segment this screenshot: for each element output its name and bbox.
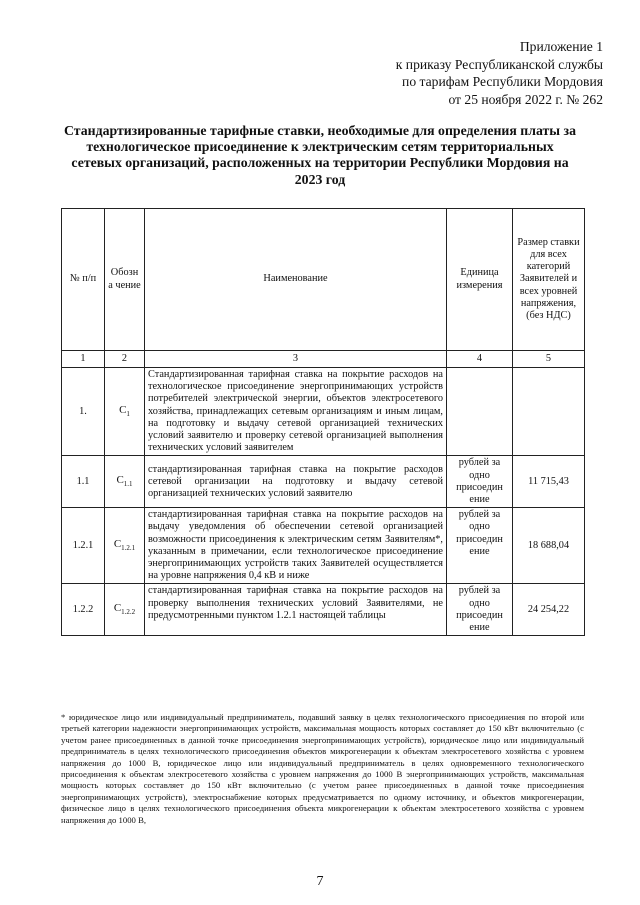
row-num: 1.2.1 — [62, 508, 105, 584]
table-row — [62, 508, 585, 584]
column-number: 5 — [513, 351, 585, 368]
row-unit — [447, 368, 513, 456]
row-name: стандартизированная тарифная ставка на покрытие расходов на проверку выполнения технических условий Заявителями, не предусмотренными пунктом 1.2.1 настоящей таблицы — [145, 584, 447, 636]
appendix-date-line: от 25 ноября 2022 г. № 262 — [448, 91, 603, 107]
header-unit: Единица измерения — [447, 209, 513, 351]
header-name: Наименование — [145, 209, 447, 351]
appendix-header — [303, 38, 603, 108]
appendix-title: Приложение 1 — [519, 39, 603, 54]
row-value: 18 688,04 — [513, 508, 585, 584]
row-code: $С_1$ — [105, 368, 145, 456]
appendix-order-line: к приказу Республиканской службы — [395, 56, 603, 72]
column-number: 3 — [145, 351, 447, 368]
row-unit: рублей за одно присоедин ение — [447, 584, 513, 636]
column-number: 4 — [447, 351, 513, 368]
row-name: стандартизированная тарифная ставка на покрытие расходов на выдачу уведомления об обеспечении сетевой организацией возможности присоединения к электрическим сетям Заявителям*, указанным в примечании, если технологическое присоединение энергопринимающих устройств таких Заявителей осуществляется на уровне напряжения 0,4 кВ и ниже — [145, 508, 447, 584]
row-num: 1.2.2 — [62, 584, 105, 636]
column-number: 2 — [105, 351, 145, 368]
row-value: 24 254,22 — [513, 584, 585, 636]
row-code: $С_{1.2.1}$ — [105, 508, 145, 584]
row-name: стандартизированная тарифная ставка на покрытие расходов сетевой организации на подготовку и выдачу сетевой организацией технических условий заявителю — [145, 456, 447, 508]
row-num: 1.1 — [62, 456, 105, 508]
row-unit: рублей за одно присоедин ение — [447, 456, 513, 508]
column-number: 1 — [62, 351, 105, 368]
header-rate: Размер ставки для всех категорий Заявителей и всех уровней напряжения, (без НДС) — [513, 209, 585, 351]
row-code: $С_{1.1}$ — [105, 456, 145, 508]
header-designation: Обозн а чение — [105, 209, 145, 351]
appendix-authority-line: по тарифам Республики Мордовия — [402, 74, 603, 89]
column-number-row — [62, 351, 585, 368]
table-row — [62, 584, 585, 636]
header-num: № п/п — [62, 209, 105, 351]
rates-table — [61, 208, 585, 636]
row-num: 1. — [62, 368, 105, 456]
row-value: 11 715,43 — [513, 456, 585, 508]
row-name: Стандартизированная тарифная ставка на покрытие расходов на технологическое присоединение энергопринимающих устройств потребителей электрической энергии, объектов электросетевого хозяйства, принадлежащих сетевым организациям и иным лицам, на подготовку и выдачу сетевой организацией технических условий заявителю и проверку сетевой организацией выполнения технических условий заявителем — [145, 368, 447, 456]
document-title: Стандартизированные тарифные ставки, необходимые для определения платы за технологическое присоединение к электрическим сетям территориальных сетевых организаций, расположенных на территории Республики Мордовия на 2023 год — [64, 123, 576, 187]
row-value — [513, 368, 585, 456]
row-code: $С_{1.2.2}$ — [105, 584, 145, 636]
page-number: 7 — [316, 874, 324, 889]
table-row — [62, 368, 585, 456]
footnote: * юридическое лицо или индивидуальный предприниматель, подавший заявку в целях технологического присоединения по второй или третьей категории надежности энергопринимающих устройств, максимальная мощность которых составляет до 150 кВт включительно (с учетом ранее присоединенных в данной точке присоединения энергопринимающих устройств), юридическое лицо или индивидуальный предприниматель в целях технологического присоединения объектов микрогенерации к объектам электросетевого хозяйства с уровнем напряжения до 1000 В, юридическое лицо или индивидуальный предприниматель в целях одновременного технологического присоединения к объектам электросетевого хозяйства с уровнем напряжения до 1000 В энергопринимающих устройств, максимальная мощность которых составляет до 150 кВт включительно (с учетом ранее присоединенных в данной точке присоединения энергопринимающих устройств), электроснабжение которых предусматривается по одному источнику, и объектов микрогенерации, физическое лицо в целях технологического присоединения объекта микрогенерации к объектам электросетевого хозяйства с уровнем напряжения до 1000 В, — [61, 712, 584, 825]
row-unit: рублей за одно присоедин ение — [447, 508, 513, 584]
table-header-row — [62, 209, 585, 351]
table-row — [62, 456, 585, 508]
